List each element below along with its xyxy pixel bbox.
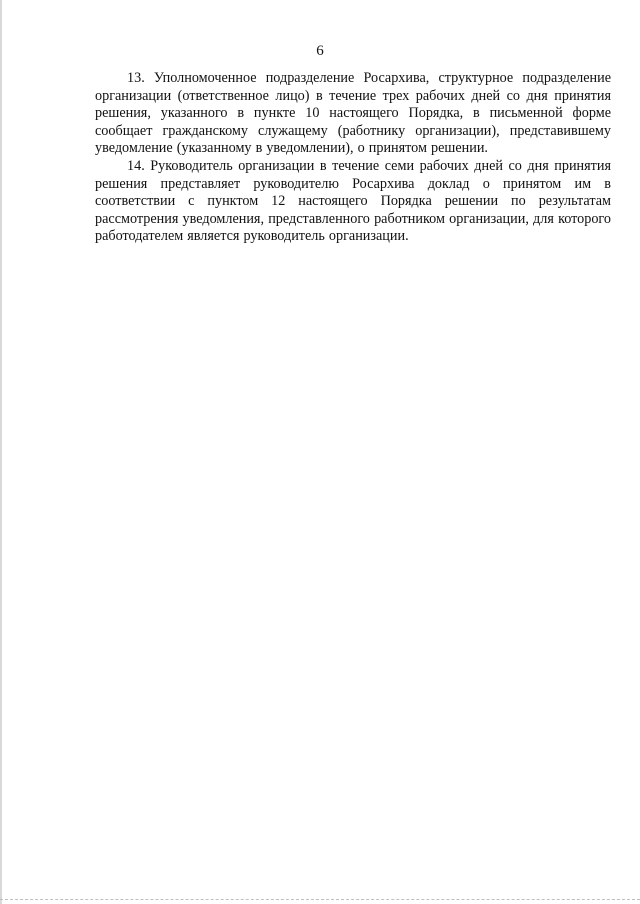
paragraph-14: 14. Руководитель организации в течение семи рабочих дней со дня принятия решения представляет руководителю Росархива доклад о принятом им в соответствии с пунктом 12 настоящего Порядка решении по результатам рассмотрения уведомления, представленного работником организации, для которого работодателем является руководитель организации. (95, 157, 611, 245)
scan-bottom-edge (0, 898, 640, 900)
paragraph-13: 13. Уполномоченное подразделение Росархива, структурное подразделение организации (ответственное лицо) в течение трех рабочих дней со дня принятия решения, указанного в пункте 10 настоящего Порядка, в письменной форме сообщает гражданскому служащему (работнику организации), представившему уведомление (указанному в уведомлении), о принятом решении. (95, 70, 611, 157)
scan-left-edge (0, 0, 2, 904)
page-number: 6 (316, 43, 324, 59)
document-body (95, 70, 611, 246)
